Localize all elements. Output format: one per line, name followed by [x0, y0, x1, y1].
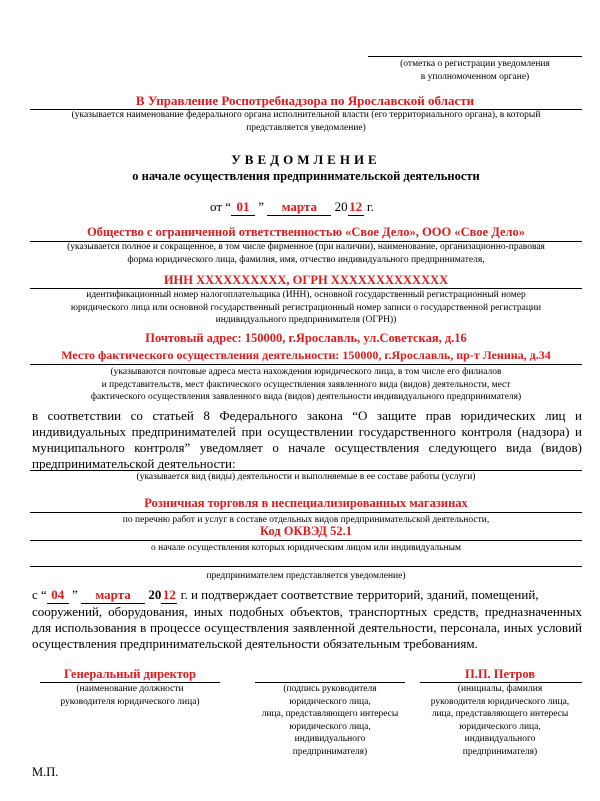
name-hint-line5: индивидуального	[464, 734, 536, 744]
start-day: 04	[47, 587, 69, 604]
date-quote-close: ”	[258, 199, 265, 214]
inn-hint-line2: юридического лица или основной государственный регистрационный номер записи о государственной регистрации	[70, 302, 542, 313]
position-value: Генеральный директор	[64, 667, 196, 681]
registration-note-line2: в уполномоченном органе)	[420, 71, 530, 82]
stamp-place: М.П.	[32, 765, 59, 779]
document-title: УВЕДОМЛЕНИЕ	[231, 152, 381, 167]
start-prefix: с “	[32, 587, 47, 602]
signature-hint-line5: индивидуального	[294, 734, 366, 744]
inn-hint-line3: индивидуального предпринимателя (ОГРН))	[215, 315, 397, 325]
actual-address-line	[30, 364, 582, 365]
inn-value: ИНН XXXXXXXXXX, ОГРН XXXXXXXXXXXXX	[163, 273, 449, 287]
date-suffix: г.	[366, 199, 374, 214]
law-hint: (указывается вид (виды) деятельности и выполняемые в ее составе работы (услуги)	[136, 472, 476, 482]
start-line3: для использования в процессе осуществления заявленной деятельности, персонала, иных условий	[32, 620, 582, 635]
law-paragraph	[32, 408, 582, 472]
start-line4: осуществления предпринимательской деятельности обязательным требованиям.	[32, 636, 478, 651]
recipient-hint-line2: представляется уведомление)	[246, 122, 366, 133]
name-hint-line4: юридического лица,	[459, 721, 541, 732]
name-hint-line1: (инициалы, фамилия	[457, 684, 543, 694]
activity-line	[30, 512, 582, 513]
start-year-suffix: 12	[162, 587, 176, 602]
inn-hint	[30, 289, 582, 327]
okved-code: Код ОКВЭД 52.1	[260, 524, 352, 538]
recipient-hint	[30, 109, 582, 134]
activity-hint: по перечню работ и услуг в составе отдельных видов предпринимательской деятельности,	[122, 515, 490, 525]
company-hint-line1: (указывается полное и сокращенное, в том числе фирменное (при наличии), наименование, организационно-правовая	[67, 242, 545, 252]
company-value: Общество с ограниченной ответственностью «Свое Дело», ООО «Свое Дело»	[86, 225, 526, 239]
actual-address-hint-line3: фактического осуществления заявленного вида (видов) деятельности индивидуального предпринимателя)	[90, 392, 522, 402]
position-hint	[30, 683, 230, 708]
actual-address-hint	[30, 366, 582, 404]
start-line2: сооружений, оборудования, иных подобных объектов, транспортных средств, предназначенных	[32, 604, 582, 619]
company-hint-line2: форма юридического лица, фамилия, имя, отчество индивидуального предпринимателя,	[127, 254, 485, 265]
registration-note-line1: (отметка о регистрации уведомления	[400, 59, 550, 69]
name-hint-line6: предпринимателя)	[462, 746, 538, 757]
signature-hint-line4: юридического лица,	[289, 721, 371, 732]
inn-hint-line1: идентификационный номер налогоплательщика (ИНН), основной государственный регистрационный номер	[86, 290, 526, 300]
activity-value: Розничная торговля в неспециализированных магазинах	[144, 496, 468, 510]
registration-note	[368, 58, 582, 83]
actual-address-hint-line1: (указываются почтовые адреса места нахождения юридического лица, в том числе его филиалов	[110, 367, 502, 377]
date-day: 01	[231, 199, 255, 216]
name-hint	[410, 683, 590, 758]
start-month: марта	[81, 587, 145, 604]
registration-line	[368, 56, 582, 57]
actual-address-value: Место фактического осуществления деятельности: 150000, г.Ярославль, пр-т Ленина, д.34	[61, 348, 551, 362]
start-line1-rest: г. и подтверждает соответствие территорий, зданий, помещений,	[180, 587, 539, 602]
date-prefix: от “	[210, 199, 232, 214]
date-line	[210, 199, 470, 216]
start-paragraph	[32, 587, 582, 652]
position-hint-line2: руководителя юридического лица)	[60, 696, 200, 707]
postal-address: Почтовый адрес: 150000, г.Ярославль, ул.Советская, д.16	[145, 331, 467, 345]
activity-hint3: предпринимателем представляется уведомление)	[206, 571, 406, 581]
activity-hint2: о начале осуществления которых юридическим лицом или индивидуальным	[151, 543, 461, 553]
name-value: П.П. Петров	[464, 667, 536, 681]
position-hint-line1: (наименование должности	[76, 684, 184, 694]
law-line3: муниципального контроля” уведомляет о начале осуществления следующего вида (видов)	[32, 440, 582, 455]
start-line1	[32, 587, 582, 604]
date-year-suffix: 12	[349, 199, 363, 214]
recipient-hint-line1: (указывается наименование федерального органа исполнительной власти (его территориального органа), в который	[71, 110, 541, 120]
start-year-prefix: 20	[148, 587, 162, 602]
signature-hint-line2: юридического лица,	[289, 696, 371, 707]
actual-address-hint-line2: и представительств, мест фактического осуществления заявленного вида (видов) деятельности, мест	[101, 379, 511, 390]
signature-hint	[240, 683, 420, 758]
activity-empty-line	[30, 566, 582, 567]
name-hint-line3: лица, представляющего интересы	[431, 709, 569, 719]
law-line1: в соответствии со статьей 8 Федерального закона “О защите прав юридических лиц и	[32, 408, 582, 423]
signature-hint-line1: (подпись руководителя	[283, 684, 377, 694]
signature-hint-line3: лица, представляющего интересы	[261, 709, 399, 719]
law-line2: индивидуальных предпринимателей при осуществлении государственного контроля (надзора) и	[32, 424, 582, 439]
company-hint	[30, 241, 582, 266]
document-subtitle: о начале осуществления предпринимательской деятельности	[132, 169, 480, 183]
name-hint-line2: руководителя юридического лица,	[430, 696, 570, 707]
signature-hint-line6: предпринимателя)	[292, 746, 368, 757]
date-year-prefix: 20	[334, 199, 348, 214]
law-line4: предпринимательской деятельности:	[32, 456, 236, 471]
start-quote-close: ”	[72, 587, 78, 602]
date-month: марта	[267, 199, 331, 216]
okved-line	[30, 540, 582, 541]
recipient-value: В Управление Роспотребнадзора по Ярославской области	[135, 93, 475, 108]
